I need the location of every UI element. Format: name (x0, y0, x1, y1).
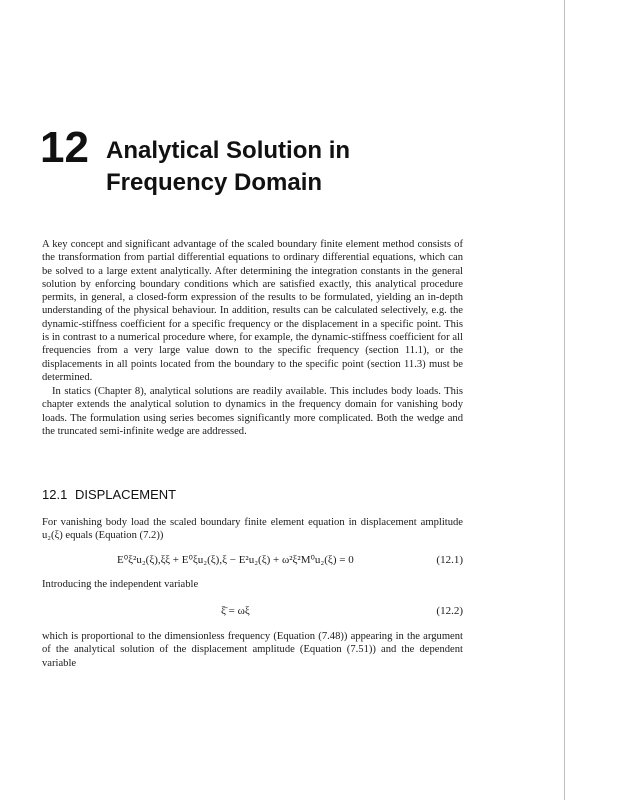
chapter-title-line-2: Frequency Domain (106, 169, 323, 196)
section-heading (42, 487, 176, 503)
intro-paragraph: A key concept and significant advantage of the scaled boundary finite element method consists of the transformation from partial differential equations to ordinary differential equations, which can be solved to a large extent analytically. After determining the integration constants in the general solution by enforcing boundary conditions which are satisfied exactly, this analytical procedure permits, in general, a closed-form expression of the results to be formulated, yielding an in-depth understanding of the physical behaviour. In addition, results can be calculated selectively, e.g. the dynamic-stiffness coefficient for a specific frequency or the displacement in a specific point. This is in contrast to a numerical procedure where, for example, the dynamic-stiffness coefficient for all frequencies from a very large value down to the specific frequency (section 11.1), or the displacements in all points located from the boundary to the specific point (section 11.3) must be determined. (42, 239, 463, 383)
equation-12-1 (42, 552, 463, 568)
statics-paragraph: In statics (Chapter 8), analytical solutions are readily available. This includes body loads. This chapter extends the analytical solution to dynamics in the frequency domain for vanishing body loads. The formulation using series becomes significantly more complicated. Both the wedge and the truncated semi-infinite wedge are addressed. (42, 386, 463, 437)
chapter-title-line-1: Analytical Solution in (106, 137, 351, 164)
chapter-number: 12 (40, 123, 89, 172)
section-number: 12.1 (42, 487, 68, 502)
right-margin (565, 0, 617, 800)
equation-number: (12.1) (436, 554, 463, 566)
equation-12-2 (42, 603, 463, 619)
equation-body: E⁰ξ²u₂(ξ),ξξ + E⁰ξu₂(ξ),ξ − E²u₂(ξ) + ω²ξ²M⁰u₂(ξ) = 0 (117, 554, 354, 566)
equation-number: (12.2) (436, 605, 463, 617)
variable-intro-text: Introducing the independent variable (42, 579, 199, 590)
frequency-explanation-text: which is proportional to the dimensionless frequency (Equation (7.48)) appearing in the argument of the analytical solution of the displacement amplitude (Equation (7.51)) and the dependent variable (42, 631, 463, 669)
equation-body: ξ̄ = ωξ (221, 605, 250, 617)
section-title: DISPLACEMENT (74, 487, 177, 502)
section-intro-text: For vanishing body load the scaled boundary finite element equation in displacement amplitude u₂(ξ) equals (Equation (7.2)) (42, 517, 463, 542)
chapter-title (106, 135, 350, 199)
